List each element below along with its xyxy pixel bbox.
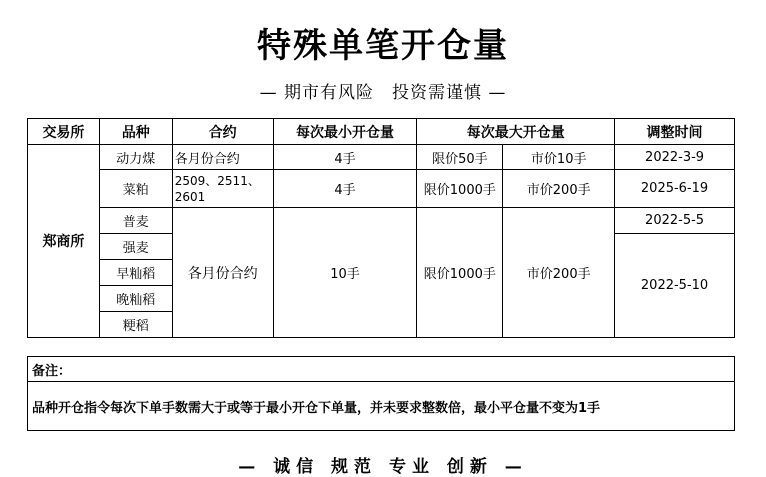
variety-cell: 粳稻 (99, 312, 172, 338)
page-title: 特殊单笔开仓量 (257, 26, 509, 66)
note-label: 备注： (28, 357, 735, 382)
variety-cell: 动力煤 (99, 145, 172, 170)
note-table (27, 356, 735, 431)
header-exchange: 交易所 (28, 119, 100, 145)
table-row (28, 145, 735, 170)
contract-cell: 各月份合约 (172, 208, 273, 338)
min-open-cell: 10手 (273, 208, 417, 338)
table-header-row (28, 119, 735, 145)
limit-order-cell: 限价1000手 (417, 170, 503, 208)
header-min-open: 每次最小开仓量 (273, 119, 417, 145)
adjust-date-cell: 2022-3-9 (615, 145, 735, 170)
header-max-open: 每次最大开仓量 (417, 119, 615, 145)
limit-order-cell: 限价1000手 (417, 208, 503, 338)
market-order-cell: 市价200手 (503, 208, 615, 338)
variety-cell: 菜粕 (99, 170, 172, 208)
min-open-cell: 4手 (273, 145, 417, 170)
variety-cell: 普麦 (99, 208, 172, 234)
table-row (28, 170, 735, 208)
min-open-cell: 4手 (273, 170, 417, 208)
variety-cell: 强麦 (99, 234, 172, 260)
note-text: 品种开仓指令每次下单手数需大于或等于最小开仓下单量，并未要求整数倍，最小平仓量不变为1手 (28, 382, 735, 431)
table-row (28, 208, 735, 234)
header-adjust-time: 调整时间 (615, 119, 735, 145)
variety-cell: 早籼稻 (99, 260, 172, 286)
limit-order-cell: 限价50手 (417, 145, 503, 170)
adjust-date-cell: 2025-6-19 (615, 170, 735, 208)
contract-cell: 2509、2511、2601 (172, 170, 273, 208)
header-contract: 合约 (172, 119, 273, 145)
exchange-cell: 郑商所 (28, 145, 100, 338)
footer-slogan: — 诚信 规范 专业 创新 — (238, 457, 528, 477)
market-order-cell: 市价200手 (503, 170, 615, 208)
position-limit-table (27, 118, 735, 338)
adjust-date-cell: 2022-5-10 (615, 234, 735, 338)
market-order-cell: 市价10手 (503, 145, 615, 170)
adjust-date-cell: 2022-5-5 (615, 208, 735, 234)
header-variety: 品种 (99, 119, 172, 145)
contract-cell: 各月份合约 (172, 145, 273, 170)
page-subtitle: — 期市有风险 投资需谨慎 — (259, 83, 507, 103)
variety-cell: 晚籼稻 (99, 286, 172, 312)
